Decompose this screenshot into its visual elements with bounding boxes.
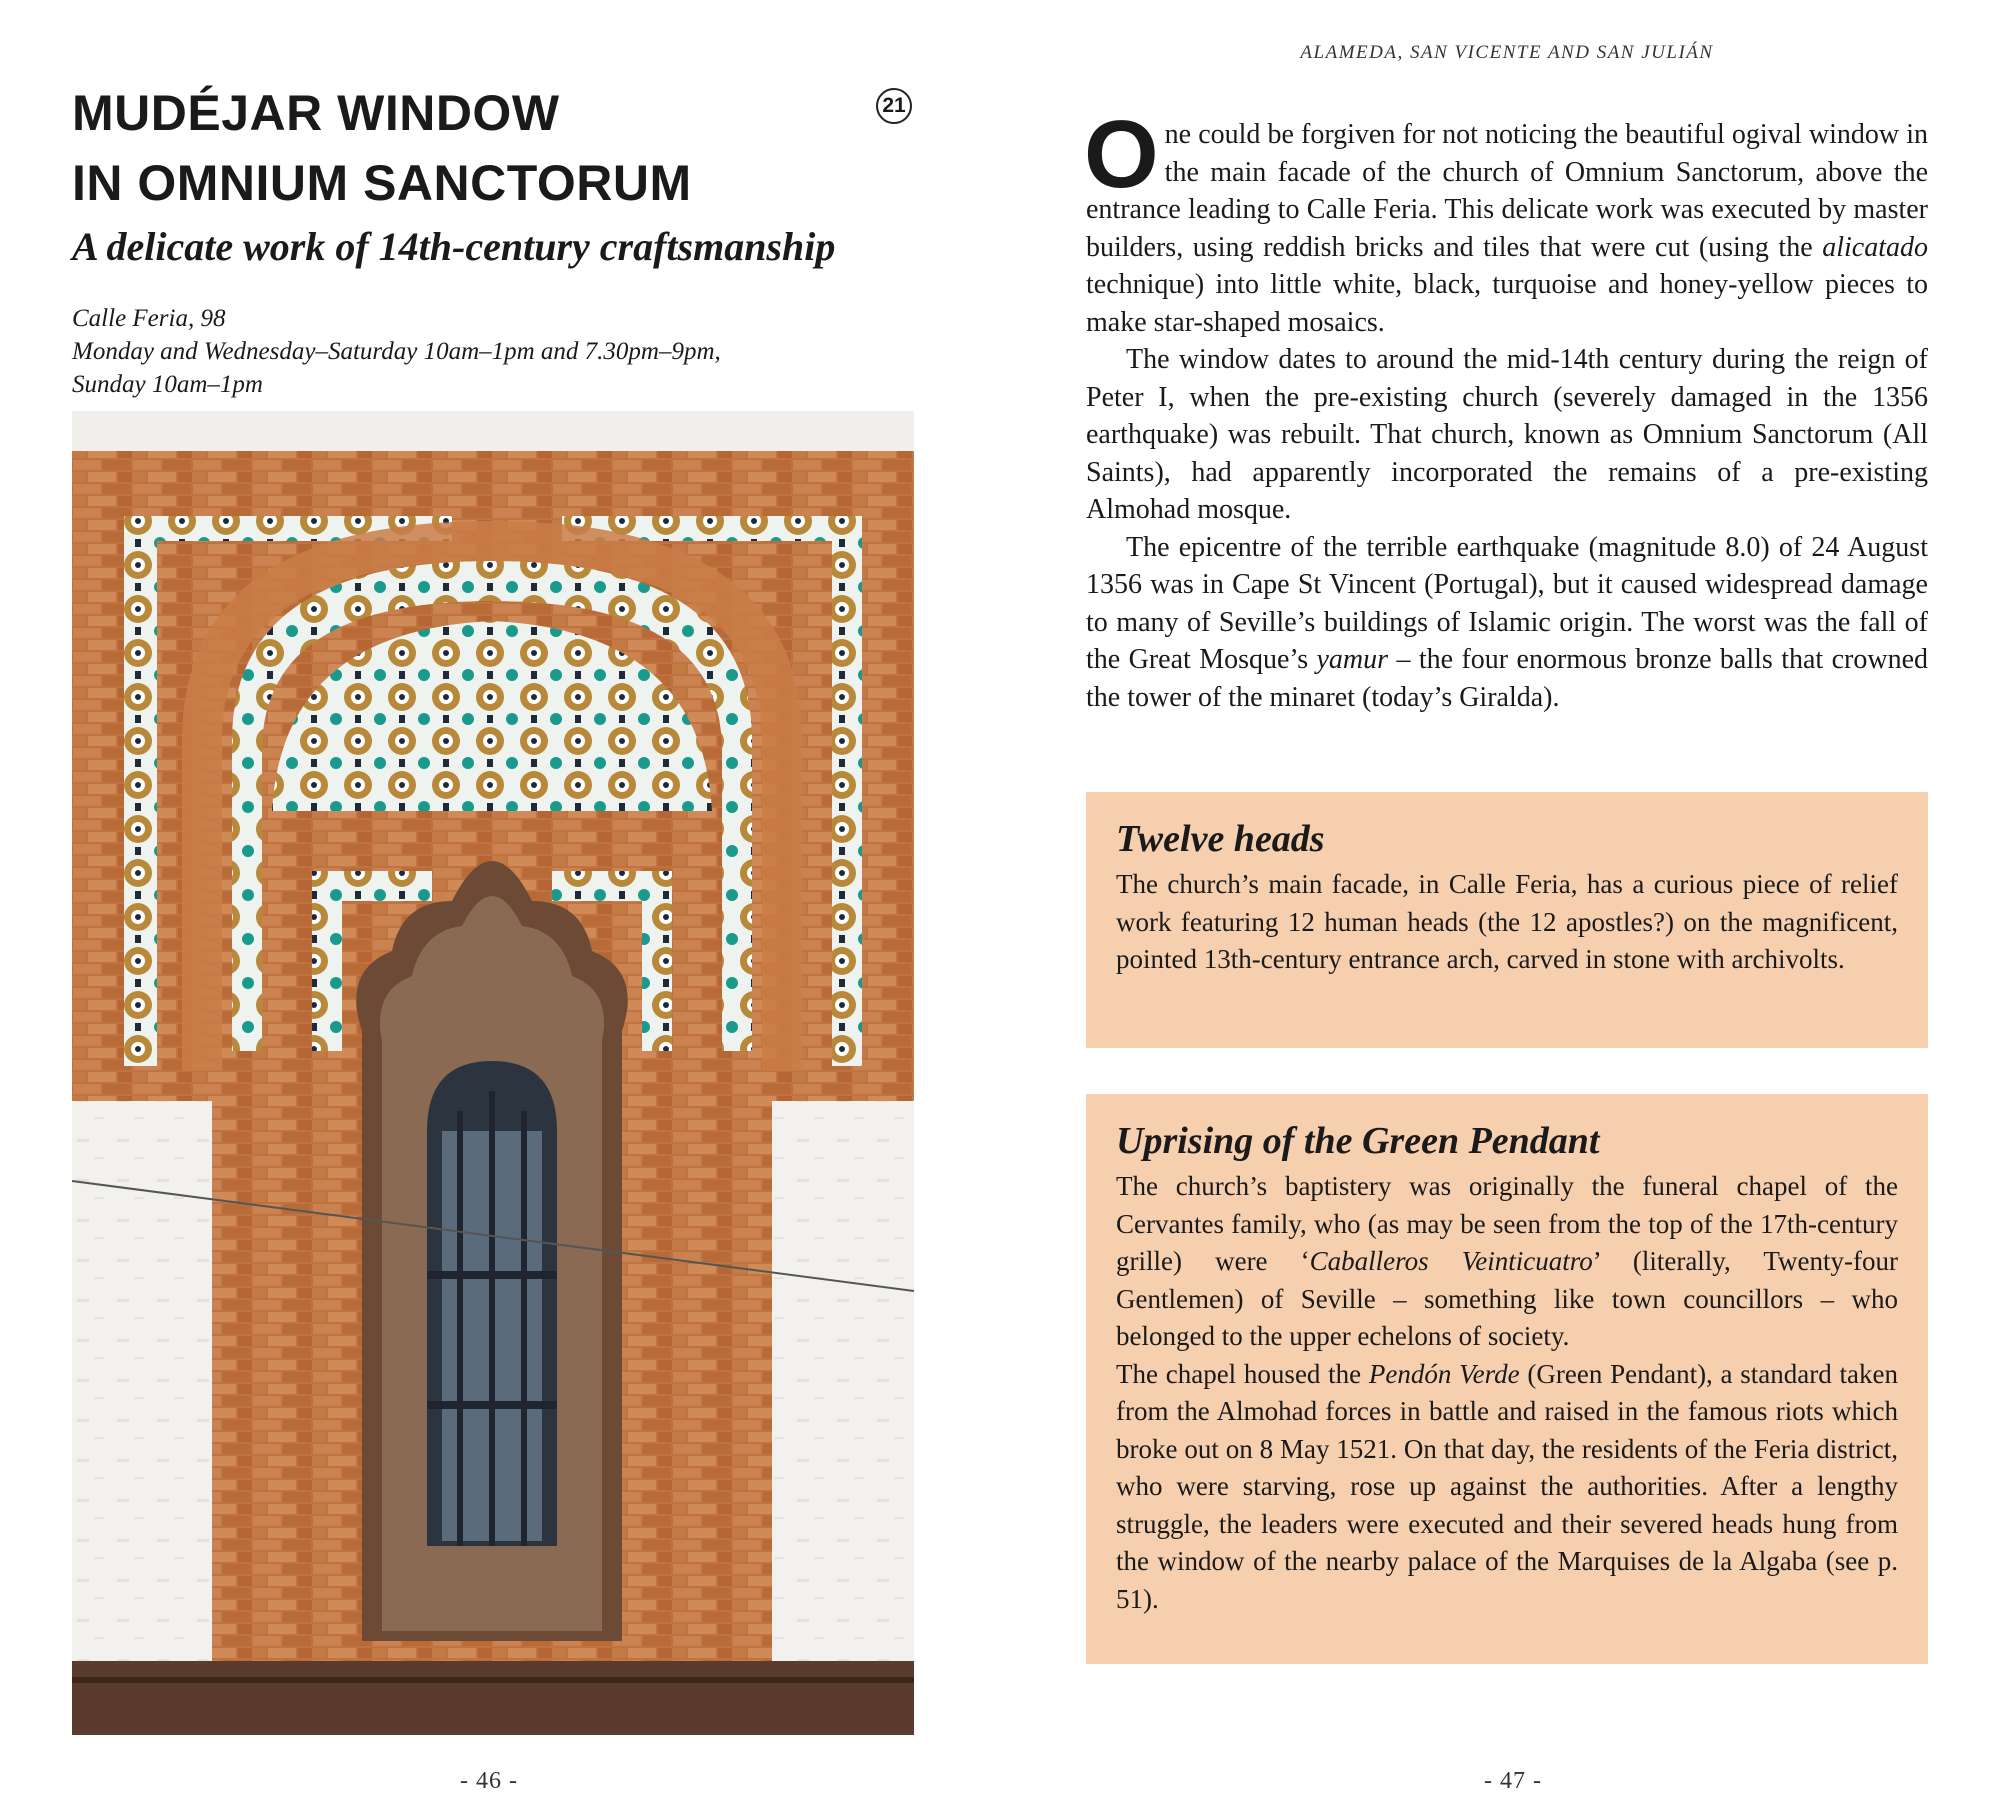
- paragraph-3-text-b: – the four enormous bronze balls that crowned the tower of the minaret (today’s Giralda).: [1086, 644, 1928, 713]
- left-page: [72, 0, 918, 1810]
- visitor-info: [72, 302, 918, 401]
- sidebar-box-green-pendant: [1086, 1094, 1928, 1664]
- paragraph-3-text-a: The epicentre of the terrible earthquake (magnitude 8.0) of 24 August 1356 was in Cape St Vincent (Portugal), but it caused widespread damage to many of Seville’s buildings of Islamic origin. The worst was the fall of the Great Mosque’s: [1086, 531, 1928, 675]
- right-page: [1086, 0, 1928, 1810]
- box-paragraph-2-italic: Pendón Verde: [1368, 1358, 1520, 1389]
- box-paragraph-2: [1116, 1356, 1898, 1619]
- sidebar-box-twelve-heads: [1086, 792, 1928, 1048]
- title-line-2: IN OMNIUM SANCTORUM: [72, 155, 692, 211]
- box-title: Uprising of the Green Pendant: [1116, 1120, 1600, 1162]
- box-paragraph-2-text-a: The chapel housed the: [1116, 1358, 1369, 1389]
- box-title: Twelve heads: [1116, 818, 1325, 860]
- paragraph-1: [1084, 101, 1928, 341]
- box-paragraph-2-text-b: (Green Pendant), a standard taken from the Almohad forces in battle and raised in the famous riots which broke out on 8 May 1521. On that day, the residents of the Feria district, who were starving, rose up against the authorities. After a lengthy struggle, the leaders were executed and their severed heads hung from the window of the nearby palace of the Marquises de la Algaba (see p. 51).: [1116, 1358, 1898, 1614]
- paragraph-3-italic: yamur: [1316, 644, 1389, 675]
- box-paragraph-1-italic: Caballeros Veinticuatro: [1309, 1246, 1593, 1276]
- title-line-1: MUDÉJAR WINDOW: [72, 85, 560, 141]
- entry-number-badge: 21: [876, 88, 912, 124]
- running-head: ALAMEDA, SAN VICENTE AND SAN JULIÁN: [1300, 42, 1714, 63]
- opening-hours-line-2: Sunday 10am–1pm: [72, 371, 263, 398]
- paragraph-2: The window dates to around the mid-14th century during the reign of Peter I, when the pre-existing church (severely damaged in the 1356 earthquake) was rebuilt. That church, known as Omnium Sanctorum (All Saints), had apparently incorporated the remains of a pre-existing Almohad mosque.: [1086, 344, 1928, 525]
- page-number-right: - 47 -: [1484, 1768, 1542, 1794]
- box-paragraph-1-text-a: The church’s baptistery was originally the funeral chapel of the Cervantes family, who (as may be seen from the top of the 17th-century grille) were ‘: [1116, 1171, 1898, 1276]
- main-text: [1084, 101, 1928, 716]
- paragraph-1-text-a: ne could be forgiven for not noticing the beautiful ogival window in the main facade of the church of Omnium Sanctorum, above the entrance leading to Calle Feria. This delicate work was executed by master builders, using reddish bricks and tiles that were cut (using the: [1086, 119, 1928, 263]
- box-paragraph-1-text-b: ’ (literally, Twenty-four Gentlemen) of Seville – something like town councillors – who belonged to the upper echelons of society.: [1116, 1246, 1898, 1351]
- page-number-left: - 46 -: [460, 1768, 518, 1794]
- paragraph-1-text-b: technique) into little white, black, turquoise and honey-yellow pieces to make star-shaped mosaics.: [1086, 269, 1928, 338]
- subtitle: A delicate work of 14th-century craftsmanship: [72, 224, 836, 269]
- page-title: [72, 78, 832, 218]
- box-paragraph-1: [1116, 1168, 1898, 1356]
- address: Calle Feria, 98: [72, 305, 226, 332]
- drop-cap: O: [1084, 101, 1159, 208]
- box-text: The church’s main facade, in Calle Feria, has a curious piece of relief work featuring 12 human heads (the 12 apostles?) on the magnificent, pointed 13th-century entrance arch, carved in stone with archivolts.: [1116, 869, 1898, 974]
- paragraph-3: [1086, 529, 1928, 717]
- window-illustration: [72, 411, 914, 1735]
- opening-hours-line-1: Monday and Wednesday–Saturday 10am–1pm and 7.30pm–9pm,: [72, 338, 721, 365]
- mudejar-window-photo: [72, 411, 914, 1735]
- paragraph-1-italic: alicatado: [1822, 231, 1928, 263]
